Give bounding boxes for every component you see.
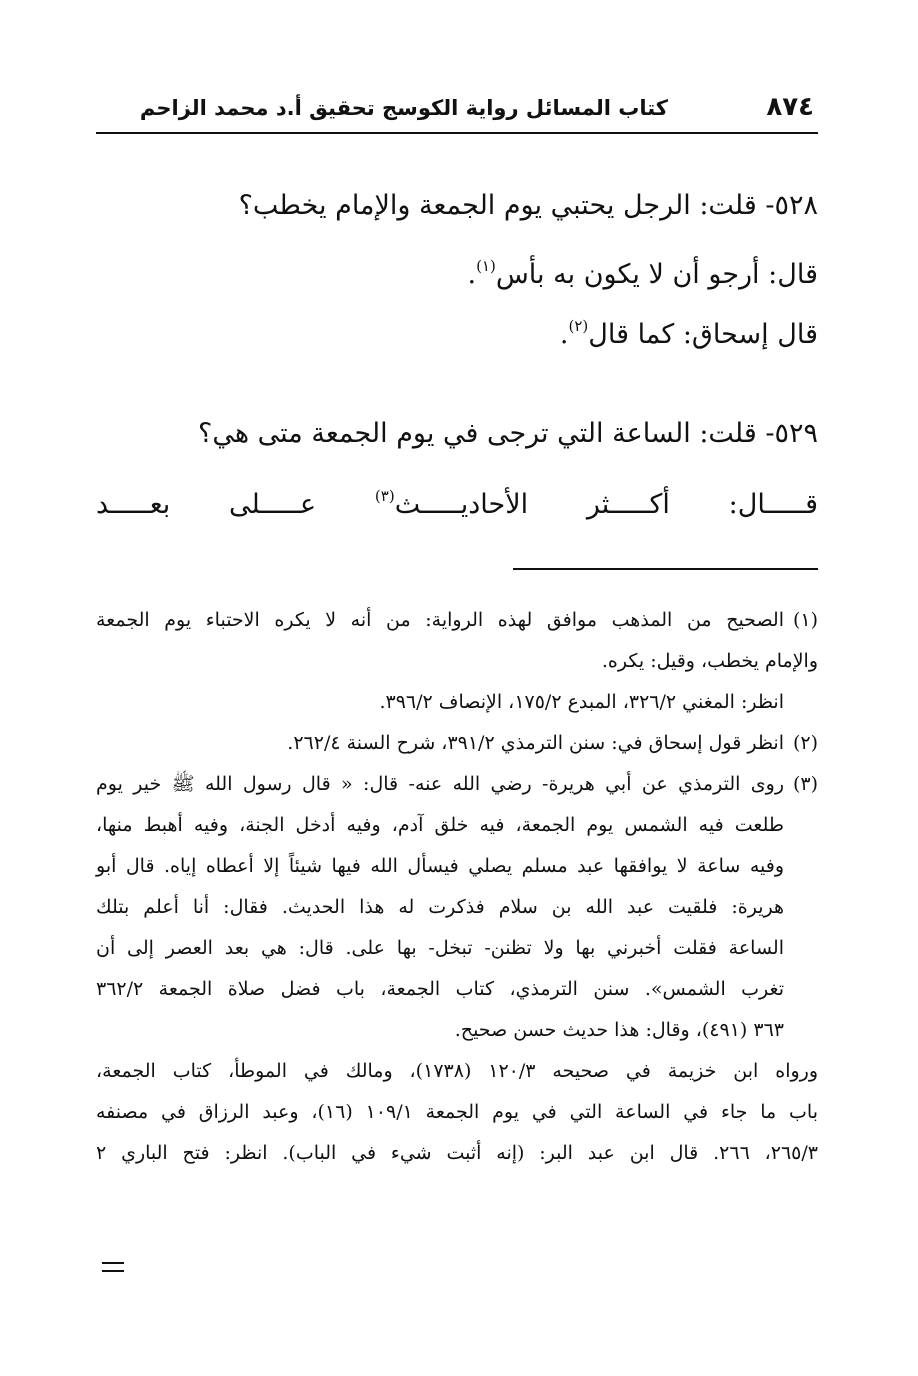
footnote-3-line-4: هريرة: فلقيت عبد الله بن سلام فذكرت له هذا الحديث. فقال: أنا أعلم بتلك <box>96 896 784 918</box>
footnotes <box>96 600 818 1174</box>
running-title: كتاب المسائل رواية الكوسج تحقيق أ.د محمد الزاحم <box>139 96 668 120</box>
footnote-3-line-9: باب ما جاء في الساعة التي في يوم الجمعة ١٠٩/١ (١٦)، وعبد الرزاق في مصنفه <box>96 1101 818 1123</box>
footnote-2-number: (٢) <box>792 732 818 754</box>
footnote-ref-2[interactable]: (٢) <box>568 317 589 335</box>
question-528: ٥٢٨- قلت: الرجل يحتبي يوم الجمعة والإمام يخطب؟ <box>238 190 818 221</box>
footnote-2-line-1: انظر قول إسحاق في: سنن الترمذي ٣٩١/٢، شرح السنة ٢٦٢/٤. <box>287 732 784 754</box>
page-number: ٨٧٤ <box>766 92 814 122</box>
footnote-2 <box>96 723 818 764</box>
footnote-3-number: (٣) <box>792 773 818 795</box>
footnote-3 <box>96 764 818 805</box>
footnote-3-line-5: الساعة فقلت أخبرني بها ولا تظنن- تبخل- بها على. قال: هي بعد العصر إلى أن <box>96 937 784 959</box>
footnote-3-line-3: وفيه ساعة لا يوافقها عبد مسلم يصلي فيسأل الله فيها شيئاً إلا أعطاه إياه. قال أبو <box>96 855 784 877</box>
footnote-ref-1[interactable]: (١) <box>476 257 496 275</box>
footnote-3-line-1: روى الترمذي عن أبي هريرة- رضي الله عنه- قال: « قال رسول الله ﷺ خير يوم <box>96 773 784 795</box>
ishaq-528-text: قال إسحاق: كما قال <box>588 319 818 350</box>
page-header <box>96 92 818 134</box>
footnote-1-number: (١) <box>792 609 818 631</box>
footnote-ref-3[interactable]: (٣) <box>374 487 395 505</box>
footnote-3-line-6: تغرب الشمس». سنن الترمذي، كتاب الجمعة، باب فضل صلاة الجمعة ٣٦٢/٢ <box>96 978 784 1000</box>
footnote-3-line-7: ٣٦٣ (٤٩١)، وقال: هذا حديث حسن صحيح. <box>454 1019 784 1041</box>
answer-529-text-2: عـــــلى بعـــــد <box>96 489 317 520</box>
footnote-1-line-1: الصحيح من المذهب موافق لهذه الرواية: من أنه لا يكره الاحتباء يوم الجمعة <box>96 609 784 631</box>
footnote-3-line-8: ورواه ابن خزيمة في صحيحه ١٢٠/٣ (١٧٣٨)، ومالك في الموطأ، كتاب الجمعة، <box>96 1060 819 1082</box>
footnote-1-line-3: انظر: المغني ٣٢٦/٢، المبدع ١٧٥/٢، الإنصاف ٣٩٦/٢. <box>379 691 784 713</box>
answer-528: قال: أرجو أن لا يكون به بأس$^{(١)}$. <box>467 257 818 290</box>
footnote-1-line-2: والإمام يخطب، وقيل: يكره. <box>601 650 818 672</box>
answer-528-text: قال: أرجو أن لا يكون به بأس <box>495 259 818 290</box>
answer-529-text-1: قـــــال: أكـــــثر الأحاديـــــث <box>394 489 819 520</box>
ishaq-528: قال إسحاق: كما قال$^{(٢)}$. <box>559 317 818 350</box>
continuation-mark <box>102 1262 124 1272</box>
footnote-separator <box>513 568 818 570</box>
question-529: ٥٢٩- قلت: الساعة التي ترجى في يوم الجمعة متى هي؟ <box>198 418 818 449</box>
footnote-3-line-2: طلعت فيه الشمس يوم الجمعة، فيه خلق آدم، وفيه أدخل الجنة، وفيه أهبط منها، <box>96 814 784 836</box>
footnote-3-line-10: ٢٦٥/٣، ٢٦٦. قال ابن عبد البر: (إنه أثبت شيء في الباب). انظر: فتح الباري ٢ <box>96 1142 818 1164</box>
footnote-1 <box>96 600 818 641</box>
answer-529 <box>96 476 898 525</box>
